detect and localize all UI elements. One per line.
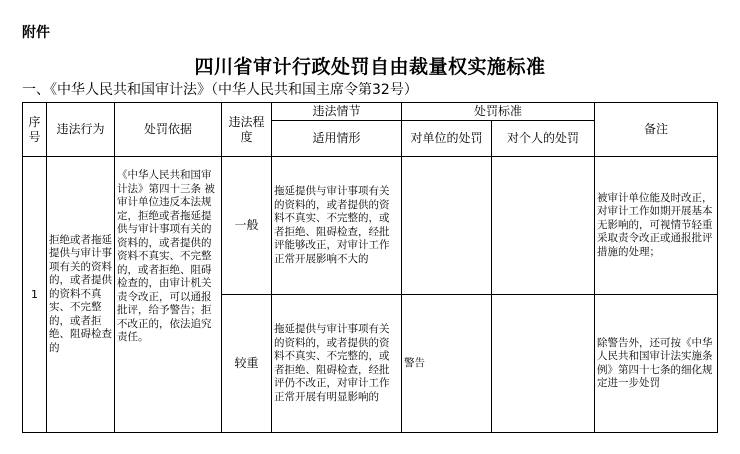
degree-general: 一般: [222, 157, 272, 295]
header-degree: 违法程度: [222, 103, 272, 157]
row-seq: 1: [23, 157, 47, 433]
header-seq: 序号: [23, 103, 47, 157]
applicable-serious: 拖延提供与审计事项有关的资料的，或者提供的资料不真实、不完整的，或者拒绝、阻碍检查，经批评仍不改正，对审计工作正常开展有明显影响的: [272, 295, 402, 433]
row-basis: 《中华人民共和国审计法》第四十三条 被审计单位违反本法规定，拒绝或者拖延提供与审计事项有关的资料的，或者提供的资料不真实、不完整的，或者拒绝、阻碍检查的，由审计机关责令改正，可以通报批评，给予警告；拒不改正的，依法追究责任。: [115, 157, 222, 433]
header-unit-penalty: 对单位的处罚: [402, 121, 492, 157]
header-basis: 处罚依据: [115, 103, 222, 157]
table-row: [23, 157, 718, 295]
individual-penalty-general: [492, 157, 595, 295]
header-violation: 违法行为: [47, 103, 115, 157]
header-individual-penalty: 对个人的处罚: [492, 121, 595, 157]
section-title: 一、《中华人民共和国审计法》（中华人民共和国主席令第32号）: [22, 82, 418, 98]
unit-penalty-general: [402, 157, 492, 295]
penalty-standard-table: [22, 102, 718, 433]
individual-penalty-serious: [492, 295, 595, 433]
remarks-serious: 除警告外，还可按《中华人民共和国审计法实施条例》第四十七条的细化规定进一步处罚: [595, 295, 718, 433]
applicable-general: 拖延提供与审计事项有关的资料的，或者提供的资料不真实、不完整的，或者拒绝、阻碍检查，经批评能够改正，对审计工作正常开展影响不大的: [272, 157, 402, 295]
degree-serious: 较重: [222, 295, 272, 433]
unit-penalty-serious: 警告: [402, 295, 492, 433]
header-standard: 处罚标准: [402, 103, 595, 121]
annex-label: 附件: [22, 25, 50, 41]
header-applicable: 适用情形: [272, 121, 402, 157]
header-remarks: 备注: [595, 103, 718, 157]
row-violation: 拒绝或者拖延提供与审计事项有关的资料的，或者提供的资料不真实、不完整的，或者拒绝、阻碍检查的: [47, 157, 115, 433]
remarks-general: 被审计单位能及时改正，对审计工作如期开展基本无影响的，可视情节轻重采取责令改正或通报批评措施的处理；: [595, 157, 718, 295]
document-title: 四川省审计行政处罚自由裁量权实施标准: [194, 56, 546, 78]
header-circumstance: 违法情节: [272, 103, 402, 121]
